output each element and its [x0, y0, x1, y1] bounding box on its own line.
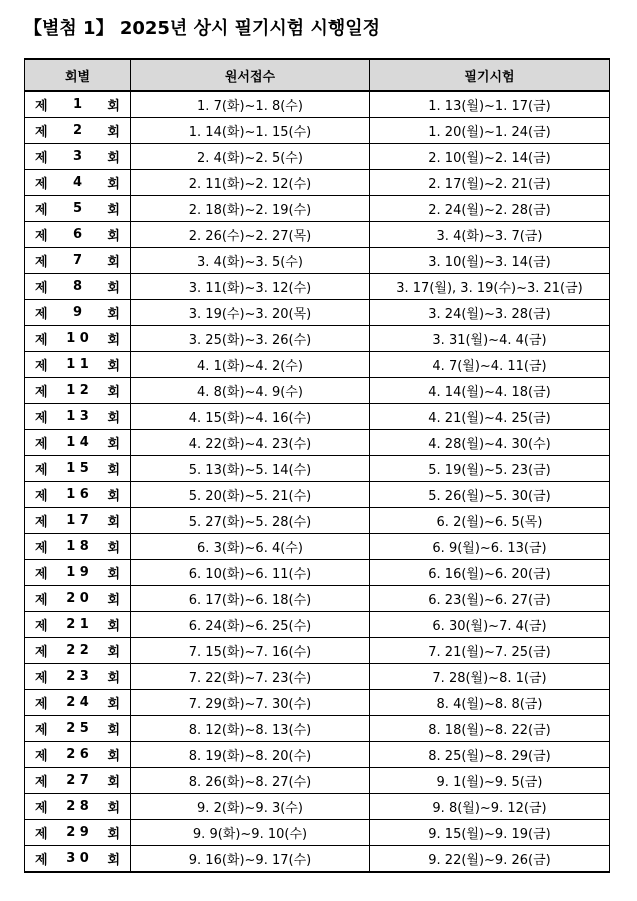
exam-period-cell: 7. 28(월)~8. 1(금): [370, 664, 610, 690]
exam-period-cell: 1. 13(월)~1. 17(금): [370, 91, 610, 118]
exam-period-cell: 2. 17(월)~2. 21(금): [370, 170, 610, 196]
round-prefix: 제: [35, 229, 48, 244]
exam-period-cell: 4. 14(월)~4. 18(금): [370, 378, 610, 404]
exam-period-cell: 3. 31(월)~4. 4(금): [370, 326, 610, 352]
table-row: [25, 820, 610, 846]
round-suffix: 회: [107, 255, 120, 270]
round-label: [35, 641, 120, 660]
round-number: 8: [72, 279, 83, 294]
round-number: 1 2: [66, 383, 89, 398]
application-period-cell: 2. 18(화)~2. 19(수): [131, 196, 370, 222]
exam-schedule-table: [24, 58, 610, 873]
round-number: 7: [72, 253, 83, 268]
round-label: [35, 355, 120, 374]
round-prefix: 제: [35, 177, 48, 192]
table-row: [25, 118, 610, 144]
round-label: [35, 693, 120, 712]
round-cell: [25, 612, 131, 638]
round-label: [35, 797, 120, 816]
table-row: [25, 664, 610, 690]
round-cell: [25, 456, 131, 482]
round-suffix: 회: [107, 671, 120, 686]
round-prefix: 제: [35, 697, 48, 712]
round-cell: [25, 404, 131, 430]
round-label: [35, 225, 120, 244]
table-row: [25, 326, 610, 352]
table-row: [25, 508, 610, 534]
round-number: 1 0: [66, 331, 89, 346]
round-suffix: 회: [107, 229, 120, 244]
round-suffix: 회: [107, 723, 120, 738]
round-suffix: 회: [107, 515, 120, 530]
round-cell: [25, 482, 131, 508]
round-label: [35, 251, 120, 270]
exam-period-cell: 8. 25(월)~8. 29(금): [370, 742, 610, 768]
application-period-cell: 9. 2(화)~9. 3(수): [131, 794, 370, 820]
round-suffix: 회: [107, 567, 120, 582]
round-number: 5: [72, 201, 83, 216]
round-number: 2 9: [66, 825, 89, 840]
round-cell: [25, 378, 131, 404]
round-prefix: 제: [35, 775, 48, 790]
round-prefix: 제: [35, 281, 48, 296]
round-number: 1 8: [66, 539, 89, 554]
header-round: 회별: [25, 59, 131, 91]
table-row: [25, 248, 610, 274]
application-period-cell: 3. 19(수)~3. 20(목): [131, 300, 370, 326]
round-label: [35, 121, 120, 140]
round-suffix: 회: [107, 359, 120, 374]
round-number: 1 3: [66, 409, 89, 424]
table-row: [25, 456, 610, 482]
round-number: 1 9: [66, 565, 89, 580]
round-label: [35, 771, 120, 790]
round-cell: [25, 248, 131, 274]
table-row: [25, 560, 610, 586]
exam-period-cell: 2. 10(월)~2. 14(금): [370, 144, 610, 170]
round-label: [35, 459, 120, 478]
round-prefix: 제: [35, 645, 48, 660]
exam-period-cell: 8. 18(월)~8. 22(금): [370, 716, 610, 742]
round-number: 1 5: [66, 461, 89, 476]
round-cell: [25, 352, 131, 378]
application-period-cell: 9. 9(화)~9. 10(수): [131, 820, 370, 846]
round-number: 2 1: [66, 617, 89, 632]
round-suffix: 회: [107, 619, 120, 634]
round-suffix: 회: [107, 775, 120, 790]
round-cell: [25, 508, 131, 534]
round-number: 2 3: [66, 669, 89, 684]
round-prefix: 제: [35, 749, 48, 764]
round-prefix: 제: [35, 515, 48, 530]
round-prefix: 제: [35, 333, 48, 348]
round-number: 2 2: [66, 643, 89, 658]
table-row: [25, 846, 610, 873]
exam-period-cell: 7. 21(월)~7. 25(금): [370, 638, 610, 664]
round-suffix: 회: [107, 151, 120, 166]
round-prefix: 제: [35, 671, 48, 686]
table-row: [25, 196, 610, 222]
round-cell: [25, 664, 131, 690]
exam-period-cell: 4. 28(월)~4. 30(수): [370, 430, 610, 456]
table-row: [25, 378, 610, 404]
round-suffix: 회: [107, 385, 120, 400]
round-number: 1 1: [66, 357, 89, 372]
round-number: 1: [72, 97, 83, 112]
round-cell: [25, 742, 131, 768]
round-suffix: 회: [107, 541, 120, 556]
round-cell: [25, 430, 131, 456]
round-label: [35, 485, 120, 504]
round-label: [35, 745, 120, 764]
round-number: 1 6: [66, 487, 89, 502]
round-suffix: 회: [107, 489, 120, 504]
round-suffix: 회: [107, 125, 120, 140]
round-label: [35, 615, 120, 634]
exam-period-cell: 5. 26(월)~5. 30(금): [370, 482, 610, 508]
application-period-cell: 7. 15(화)~7. 16(수): [131, 638, 370, 664]
round-prefix: 제: [35, 385, 48, 400]
round-prefix: 제: [35, 255, 48, 270]
round-suffix: 회: [107, 749, 120, 764]
round-label: [35, 147, 120, 166]
table-row: [25, 482, 610, 508]
round-prefix: 제: [35, 853, 48, 868]
table-row: [25, 300, 610, 326]
application-period-cell: 9. 16(화)~9. 17(수): [131, 846, 370, 873]
round-prefix: 제: [35, 411, 48, 426]
round-prefix: 제: [35, 801, 48, 816]
table-row: [25, 534, 610, 560]
round-number: 2 5: [66, 721, 89, 736]
application-period-cell: 2. 11(화)~2. 12(수): [131, 170, 370, 196]
application-period-cell: 3. 11(화)~3. 12(수): [131, 274, 370, 300]
round-label: [35, 511, 120, 530]
header-application: 원서접수: [131, 59, 370, 91]
table-row: [25, 91, 610, 118]
application-period-cell: 7. 29(화)~7. 30(수): [131, 690, 370, 716]
application-period-cell: 4. 15(화)~4. 16(수): [131, 404, 370, 430]
round-cell: [25, 91, 131, 118]
application-period-cell: 4. 1(화)~4. 2(수): [131, 352, 370, 378]
round-label: [35, 823, 120, 842]
table-header-row: [25, 59, 610, 91]
round-cell: [25, 560, 131, 586]
round-number: 9: [72, 305, 83, 320]
exam-period-cell: 6. 9(월)~6. 13(금): [370, 534, 610, 560]
round-number: 2 4: [66, 695, 89, 710]
round-number: 4: [72, 175, 83, 190]
application-period-cell: 6. 10(화)~6. 11(수): [131, 560, 370, 586]
exam-period-cell: 3. 10(월)~3. 14(금): [370, 248, 610, 274]
exam-period-cell: 6. 30(월)~7. 4(금): [370, 612, 610, 638]
table-row: [25, 144, 610, 170]
exam-period-cell: 2. 24(월)~2. 28(금): [370, 196, 610, 222]
round-suffix: 회: [107, 645, 120, 660]
table-body: [25, 91, 610, 872]
table-row: [25, 404, 610, 430]
round-prefix: 제: [35, 463, 48, 478]
round-label: [35, 667, 120, 686]
round-suffix: 회: [107, 203, 120, 218]
round-cell: [25, 274, 131, 300]
application-period-cell: 3. 25(화)~3. 26(수): [131, 326, 370, 352]
round-cell: [25, 690, 131, 716]
table-row: [25, 430, 610, 456]
table-row: [25, 690, 610, 716]
round-label: [35, 381, 120, 400]
application-period-cell: 6. 17(화)~6. 18(수): [131, 586, 370, 612]
round-prefix: 제: [35, 593, 48, 608]
exam-period-cell: 3. 24(월)~3. 28(금): [370, 300, 610, 326]
header-exam: 필기시험: [370, 59, 610, 91]
round-prefix: 제: [35, 203, 48, 218]
round-cell: [25, 196, 131, 222]
round-cell: [25, 586, 131, 612]
round-number: 1 4: [66, 435, 89, 450]
exam-period-cell: 9. 1(월)~9. 5(금): [370, 768, 610, 794]
round-cell: [25, 144, 131, 170]
table-row: [25, 170, 610, 196]
table-row: [25, 716, 610, 742]
round-prefix: 제: [35, 723, 48, 738]
round-suffix: 회: [107, 593, 120, 608]
round-suffix: 회: [107, 697, 120, 712]
exam-period-cell: 6. 16(월)~6. 20(금): [370, 560, 610, 586]
round-cell: [25, 768, 131, 794]
round-cell: [25, 118, 131, 144]
table-row: [25, 586, 610, 612]
round-cell: [25, 820, 131, 846]
exam-period-cell: 9. 15(월)~9. 19(금): [370, 820, 610, 846]
round-suffix: 회: [107, 281, 120, 296]
round-cell: [25, 534, 131, 560]
round-label: [35, 173, 120, 192]
round-prefix: 제: [35, 125, 48, 140]
round-label: [35, 563, 120, 582]
round-prefix: 제: [35, 99, 48, 114]
round-prefix: 제: [35, 437, 48, 452]
round-prefix: 제: [35, 489, 48, 504]
round-number: 2 8: [66, 799, 89, 814]
round-suffix: 회: [107, 853, 120, 868]
round-prefix: 제: [35, 307, 48, 322]
exam-period-cell: 9. 22(월)~9. 26(금): [370, 846, 610, 873]
table-row: [25, 274, 610, 300]
round-cell: [25, 326, 131, 352]
exam-period-cell: 6. 2(월)~6. 5(목): [370, 508, 610, 534]
application-period-cell: 2. 26(수)~2. 27(목): [131, 222, 370, 248]
round-prefix: 제: [35, 541, 48, 556]
table-row: [25, 794, 610, 820]
round-label: [35, 95, 120, 114]
round-label: [35, 199, 120, 218]
round-suffix: 회: [107, 99, 120, 114]
table-row: [25, 768, 610, 794]
round-suffix: 회: [107, 177, 120, 192]
table-row: [25, 612, 610, 638]
round-prefix: 제: [35, 619, 48, 634]
round-prefix: 제: [35, 567, 48, 582]
round-suffix: 회: [107, 333, 120, 348]
exam-period-cell: 5. 19(월)~5. 23(금): [370, 456, 610, 482]
round-cell: [25, 716, 131, 742]
round-suffix: 회: [107, 827, 120, 842]
round-number: 2 0: [66, 591, 89, 606]
application-period-cell: 5. 13(화)~5. 14(수): [131, 456, 370, 482]
exam-period-cell: 8. 4(월)~8. 8(금): [370, 690, 610, 716]
exam-period-cell: 1. 20(월)~1. 24(금): [370, 118, 610, 144]
round-prefix: 제: [35, 359, 48, 374]
round-cell: [25, 794, 131, 820]
application-period-cell: 4. 8(화)~4. 9(수): [131, 378, 370, 404]
round-cell: [25, 222, 131, 248]
application-period-cell: 5. 27(화)~5. 28(수): [131, 508, 370, 534]
round-suffix: 회: [107, 463, 120, 478]
application-period-cell: 4. 22(화)~4. 23(수): [131, 430, 370, 456]
exam-period-cell: 9. 8(월)~9. 12(금): [370, 794, 610, 820]
round-number: 3: [72, 149, 83, 164]
application-period-cell: 8. 26(화)~8. 27(수): [131, 768, 370, 794]
application-period-cell: 8. 12(화)~8. 13(수): [131, 716, 370, 742]
round-number: 2 6: [66, 747, 89, 762]
round-suffix: 회: [107, 307, 120, 322]
exam-period-cell: 4. 7(월)~4. 11(금): [370, 352, 610, 378]
application-period-cell: 8. 19(화)~8. 20(수): [131, 742, 370, 768]
application-period-cell: 1. 14(화)~1. 15(수): [131, 118, 370, 144]
round-number: 2: [72, 123, 83, 138]
round-number: 2 7: [66, 773, 89, 788]
round-cell: [25, 300, 131, 326]
round-label: [35, 433, 120, 452]
round-cell: [25, 638, 131, 664]
exam-period-cell: 3. 4(화)~3. 7(금): [370, 222, 610, 248]
round-label: [35, 719, 120, 738]
table-row: [25, 222, 610, 248]
document-title: 【별첨 1】 2025년 상시 필기시험 시행일정: [24, 18, 380, 39]
table-row: [25, 638, 610, 664]
table-row: [25, 352, 610, 378]
round-label: [35, 303, 120, 322]
exam-period-cell: 4. 21(월)~4. 25(금): [370, 404, 610, 430]
table-row: [25, 742, 610, 768]
round-suffix: 회: [107, 437, 120, 452]
round-prefix: 제: [35, 827, 48, 842]
round-suffix: 회: [107, 801, 120, 816]
application-period-cell: 6. 3(화)~6. 4(수): [131, 534, 370, 560]
application-period-cell: 6. 24(화)~6. 25(수): [131, 612, 370, 638]
application-period-cell: 7. 22(화)~7. 23(수): [131, 664, 370, 690]
round-number: 3 0: [66, 851, 89, 866]
round-label: [35, 277, 120, 296]
round-suffix: 회: [107, 411, 120, 426]
round-number: 1 7: [66, 513, 89, 528]
exam-period-cell: 6. 23(월)~6. 27(금): [370, 586, 610, 612]
round-label: [35, 329, 120, 348]
round-label: [35, 589, 120, 608]
application-period-cell: 2. 4(화)~2. 5(수): [131, 144, 370, 170]
application-period-cell: 1. 7(화)~1. 8(수): [131, 91, 370, 118]
round-label: [35, 537, 120, 556]
round-label: [35, 849, 120, 868]
round-label: [35, 407, 120, 426]
application-period-cell: 3. 4(화)~3. 5(수): [131, 248, 370, 274]
round-cell: [25, 170, 131, 196]
exam-period-cell: 3. 17(월), 3. 19(수)~3. 21(금): [370, 274, 610, 300]
round-prefix: 제: [35, 151, 48, 166]
round-cell: [25, 846, 131, 873]
round-number: 6: [72, 227, 83, 242]
application-period-cell: 5. 20(화)~5. 21(수): [131, 482, 370, 508]
